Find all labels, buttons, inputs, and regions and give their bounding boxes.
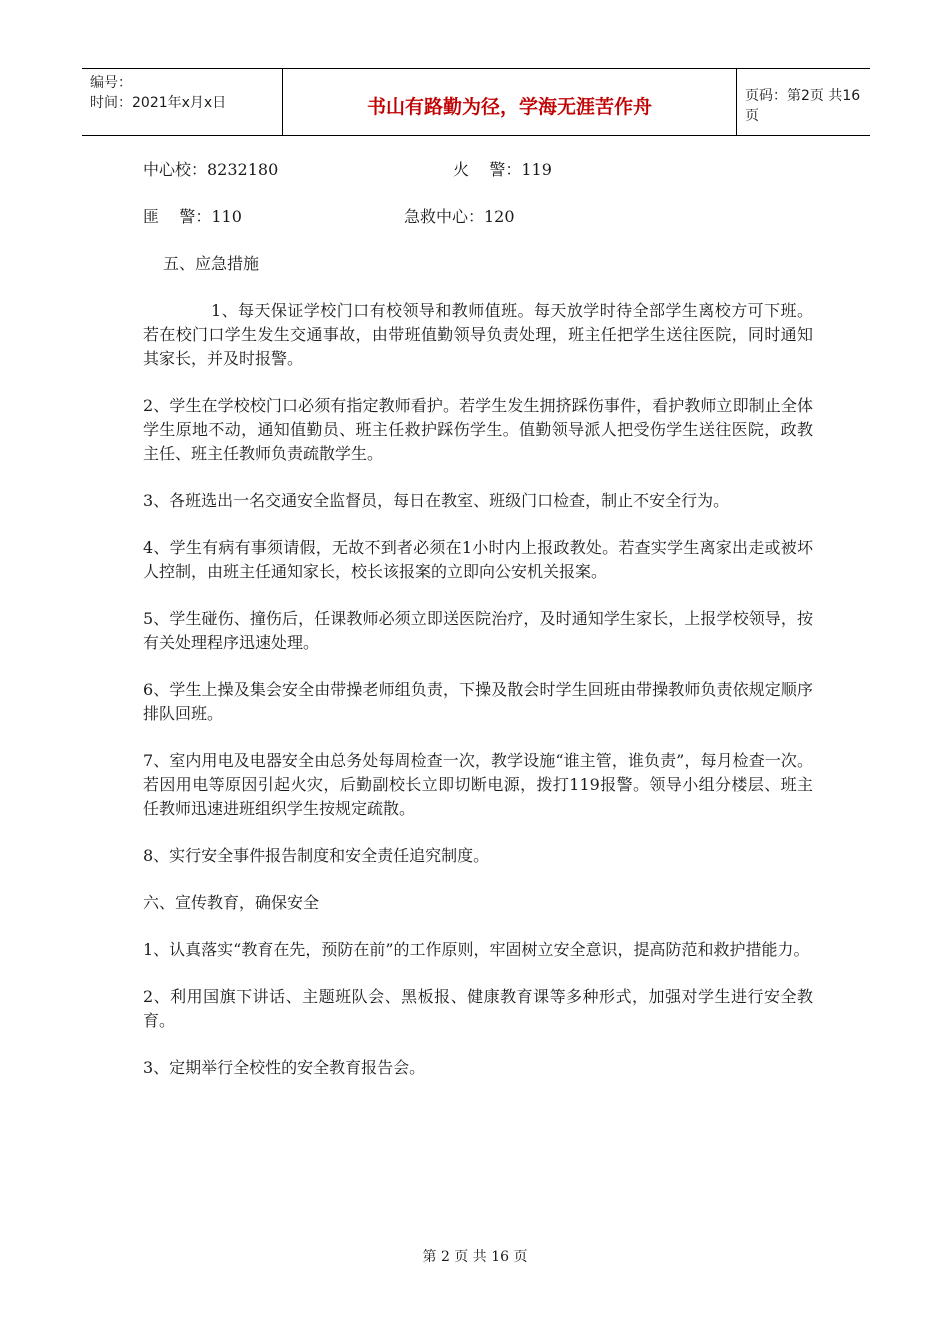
section-5-title: 五、应急措施: [163, 254, 260, 273]
number-label: 编号：: [90, 75, 132, 91]
section-6-item: 3、定期举行全校性的安全教育报告会。: [143, 1058, 426, 1077]
page-footer: 第 2 页 共 16 页: [422, 1249, 528, 1265]
page-header: [82, 68, 870, 136]
contact-police: 匪 警：110: [143, 207, 242, 226]
section-5-item: 4、学生有病有事须请假，无故不到者必须在1小时内上报政教处。若查实学生离家出走或被坏人控制，由班主任通知家长，校长该报案的立即向公安机关报案。: [143, 538, 813, 581]
section-6-title: 六、宣传教育，确保安全: [143, 893, 320, 912]
header-motto: 书山有路勤为径，学海无涯苦作舟: [282, 69, 737, 135]
section-5-item: 8、实行安全事件报告制度和安全责任追究制度。: [143, 846, 490, 865]
contact-fire: 火 警：119: [453, 160, 552, 179]
header-meta: [82, 69, 282, 135]
section-5-item: 3、各班选出一名交通安全监督员，每日在教室、班级门口检查，制止不安全行为。: [143, 491, 730, 510]
document-body: [143, 158, 813, 1103]
section-5-item: 1、每天保证学校门口有校领导和教师值班。每天放学时待全部学生离校方可下班。若在校门口学生发生交通事故，由带班值勤领导负责处理，班主任把学生送往医院，同时通知其家长，并及时报警。: [143, 301, 813, 368]
section-6-item: 1、认真落实“教育在先，预防在前”的工作原则，牢固树立安全意识，提高防范和救护措能力。: [143, 940, 810, 959]
section-5-item: 5、学生碰伤、撞伤后，任课教师必须立即送医院治疗，及时通知学生家长，上报学校领导，按有关处理程序迅速处理。: [143, 609, 813, 652]
contact-center-school: 中心校：8232180: [143, 160, 279, 179]
header-page-info: 页码：第2页 共16页: [745, 88, 861, 124]
section-5-item: 2、学生在学校校门口必须有指定教师看护。若学生发生拥挤踩伤事件，看护教师立即制止全体学生原地不动，通知值勤员、班主任救护踩伤学生。值勤领导派人把受伤学生送往医院，政教主任、班主任教师负责疏散学生。: [143, 396, 813, 463]
section-5-item: 6、学生上操及集会安全由带操老师组负责，下操及散会时学生回班由带操教师负责依规定顺序排队回班。: [143, 680, 813, 723]
section-6-item: 2、利用国旗下讲话、主题班队会、黑板报、健康教育课等多种形式，加强对学生进行安全教育。: [143, 987, 813, 1030]
contact-row-1: [143, 158, 813, 182]
section-5-item: 7、室内用电及电器安全由总务处每周检查一次，教学设施“谁主管，谁负责”，每月检查一次。若因用电等原因引起火灾，后勤副校长立即切断电源，拨打119报警。领导小组分楼层、班主任教师迅速进班组织学生按规定疏散。: [143, 751, 813, 818]
contact-row-2: [143, 205, 813, 229]
date-label: 时间：2021年x月x日: [90, 95, 227, 111]
contact-emergency: 急救中心：120: [404, 207, 515, 226]
